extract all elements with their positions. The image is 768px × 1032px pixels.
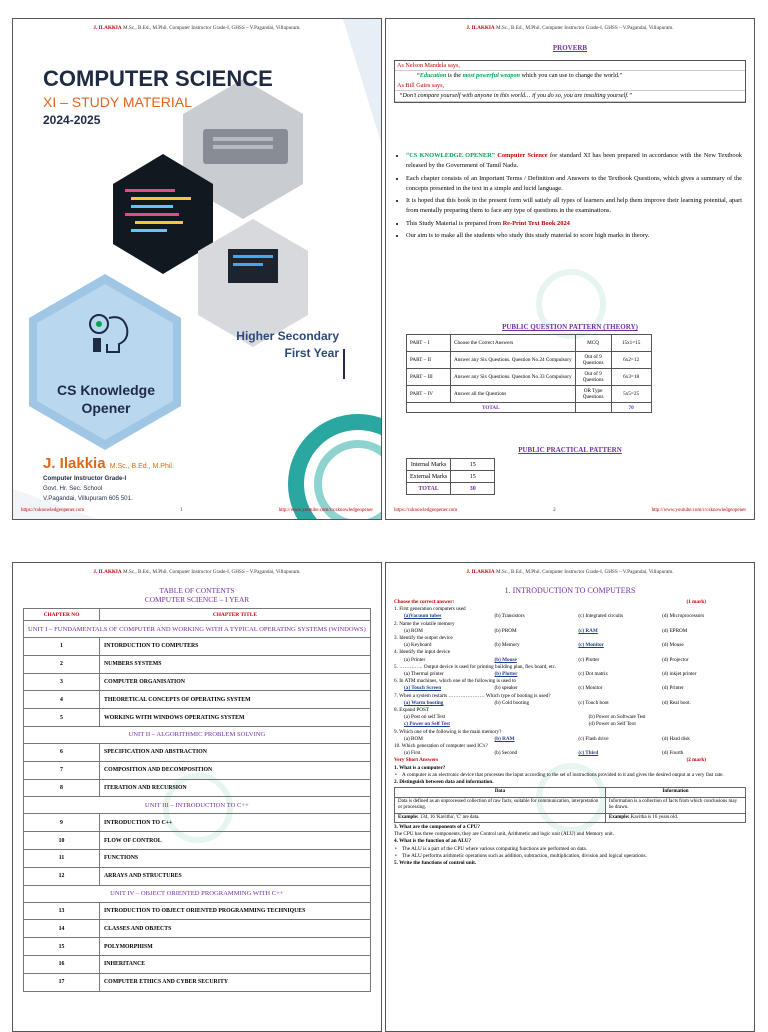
theory-table bbox=[406, 334, 652, 413]
bullet-5: • Our aim is to make all the students who study this study material to score high marks in theory. bbox=[406, 231, 742, 241]
page-footer bbox=[21, 508, 373, 513]
toc-chapter-title: SPECIFICATION AND ABSTRACTION bbox=[100, 743, 371, 761]
toc-chapter-no: 3 bbox=[24, 673, 100, 691]
theory-marks: 6x3=18 bbox=[611, 369, 651, 386]
cover-year: 2024-2025 bbox=[43, 113, 101, 127]
toc-unit-row bbox=[24, 726, 371, 743]
mcq-q8-options-2: c) Power on Self Test (d) Power on Self Text bbox=[404, 721, 636, 728]
mcq-option: (c) Touch boot bbox=[578, 699, 609, 706]
toc-col-no: CHAPTER NO bbox=[24, 609, 100, 621]
website-link[interactable]: https://csknowledgeopener.com bbox=[394, 508, 458, 513]
mcq-question: 6. In ATM machines, which one of the following is used to bbox=[394, 678, 517, 685]
toc-chapter-title: FLOW OF CONTROL bbox=[100, 832, 371, 850]
cover-title: COMPUTER SCIENCE bbox=[43, 66, 273, 91]
toc-chapter-row[interactable] bbox=[24, 743, 371, 761]
toc-chapter-no: 6 bbox=[24, 743, 100, 761]
theory-row bbox=[407, 352, 652, 369]
bullet-3: • It is hoped that this book in the present form will satisfy all types of learners and help them improve their learning potential, apart from mentally preparing them to face any type of questions in the examinations. bbox=[406, 196, 742, 217]
toc-chapter-row[interactable] bbox=[24, 709, 371, 727]
proverb-quote-1: “Education is the most powerful weapon which you can use to change the world.” bbox=[417, 72, 623, 79]
mcq-option: (d) EPROM bbox=[662, 627, 688, 634]
toc-chapter-row[interactable] bbox=[24, 955, 371, 973]
toc-chapter-no: 16 bbox=[24, 955, 100, 973]
toc-chapter-title: INHERITANCE bbox=[100, 955, 371, 973]
page-number: 2 bbox=[553, 508, 556, 513]
toc-chapter-row[interactable] bbox=[24, 867, 371, 885]
vsa-a4-2: • The ALU performs arithmetic operations such as addition, subtraction, multiplication, division and logical operations. bbox=[394, 853, 746, 860]
toc-unit-title: UNIT II – ALGORITHMIC PROBLEM SOLVING bbox=[24, 726, 371, 743]
mcq-question: 7. When a system restarts ………………… Which type of booting is used? bbox=[394, 692, 551, 699]
vsa-q2: 2. Distinguish between data and information. bbox=[394, 779, 494, 786]
mcq-question: 9. Which one of the following is the main memory? bbox=[394, 728, 502, 735]
toc-chapter-row[interactable] bbox=[24, 849, 371, 867]
vsa-q4: 4. What is the function of an ALU? bbox=[394, 838, 472, 845]
bullet-1: • “CS KNOWLEDGE OPENER” Computer Science for standard XI has been prepared in accordance with the New Textbook released by the Government of Tamil Nadu. bbox=[406, 151, 742, 172]
author-role: Computer Instructor Grade-I bbox=[43, 475, 127, 482]
toc-chapter-row[interactable] bbox=[24, 779, 371, 797]
youtube-link[interactable]: http://www.youtube.com/c/csknowledgeopener bbox=[278, 508, 373, 513]
theory-row bbox=[407, 369, 652, 386]
page-header: J. ILAKKIA M.Sc., B.Ed., M.Phil. Computer Instructor Grade-I, GHSS – V.Pagandai, Villupuram. bbox=[93, 25, 301, 31]
toc-title: TABLE OF CONTENTS COMPUTER SCIENCE – I YEAR bbox=[144, 586, 250, 604]
theory-type: Out of 9 Questions bbox=[575, 369, 611, 386]
practical-total: 30 bbox=[451, 483, 495, 495]
intro-bullets bbox=[406, 151, 742, 243]
author-name: J. Ilakkia M.Sc., B.Ed., M.Phil. bbox=[43, 455, 174, 472]
mcq-option: (a) ROM bbox=[404, 627, 423, 634]
mcq-option: (a) Printer bbox=[404, 656, 426, 663]
mcq-option: (a) First bbox=[404, 750, 421, 757]
mcq-answer: (b) Mouse bbox=[494, 656, 517, 663]
toc-unit-row bbox=[24, 797, 371, 814]
mcq-answer: (c) Monitor bbox=[578, 642, 604, 649]
chapter-content bbox=[394, 599, 746, 867]
theory-marks: 6x2=12 bbox=[611, 352, 651, 369]
toc-chapter-title: ITERATION AND RECURSION bbox=[100, 779, 371, 797]
toc-chapter-no: 7 bbox=[24, 761, 100, 779]
theory-desc: Choose the Correct Answers bbox=[451, 335, 576, 352]
toc-chapter-title: COMPUTER ORGANISATION bbox=[100, 673, 371, 691]
mcq-option: (d) Projector bbox=[662, 656, 689, 663]
theory-part: PART – II bbox=[407, 352, 451, 369]
practical-row bbox=[407, 459, 495, 471]
toc-chapter-title: NUMBERS SYSTEMS bbox=[100, 655, 371, 673]
toc-chapter-row[interactable] bbox=[24, 832, 371, 850]
bullet-2: • Each chapter consists of an Important Terms / Definition and Answers to the Textbook Questions, which gives a summary of the concepts presented in the text in a simple and lucid language. bbox=[406, 174, 742, 195]
toc-chapter-title: ARRAYS AND STRUCTURES bbox=[100, 867, 371, 885]
mcq-option: (b) Second bbox=[494, 750, 518, 757]
toc-chapter-row[interactable] bbox=[24, 638, 371, 656]
toc-chapter-no: 5 bbox=[24, 709, 100, 727]
toc-chapter-row[interactable] bbox=[24, 761, 371, 779]
proverb-author-1: As Nelson Mandela says, bbox=[395, 61, 745, 71]
vsa-a4-1: • The ALU is a part of the CPU where various computing functions are performed on data. bbox=[394, 846, 746, 853]
mcq-question: 2. Name the volatile memory bbox=[394, 620, 455, 627]
cover-page bbox=[12, 18, 382, 520]
cover-subtitle: XI – STUDY MATERIAL bbox=[43, 94, 192, 110]
chapter-title: 1. INTRODUCTION TO COMPUTERS bbox=[504, 586, 636, 595]
mcq-options bbox=[394, 700, 746, 707]
toc-chapter-title: COMPOSITION AND DECOMPOSITION bbox=[100, 761, 371, 779]
vsa-q3: 3. What are the components of a CPU? bbox=[394, 823, 480, 830]
mcq-answer: (c) RAM bbox=[578, 627, 598, 634]
practical-label: External Marks bbox=[407, 471, 451, 483]
toc-chapter-title: INTRODUCTION TO OBJECT ORIENTED PROGRAMMING TECHNIQUES bbox=[100, 902, 371, 920]
vsa-a1: • A computer is an electronic device that processes the input according to the set of instructions provided to it and gives the desired output at a very fast rate. bbox=[394, 772, 746, 779]
proverb-author-2: As Bill Gates says, bbox=[395, 81, 745, 91]
proverb-box bbox=[394, 60, 746, 103]
mcq-option: (d) Mouse bbox=[662, 642, 684, 649]
website-link[interactable]: https://csknowledgeopener.com bbox=[21, 508, 85, 513]
toc-chapter-no: 17 bbox=[24, 973, 100, 991]
cover-higher-secondary: Higher Secondary bbox=[236, 329, 339, 343]
toc-chapter-no: 8 bbox=[24, 779, 100, 797]
toc-unit-title: UNIT IV – OBJECT ORIENTED PROGRAMMING WITH C++ bbox=[24, 885, 371, 902]
mcq-options bbox=[394, 657, 746, 664]
toc-chapter-row[interactable] bbox=[24, 814, 371, 832]
toc-chapter-title: CLASSES AND OBJECTS bbox=[100, 920, 371, 938]
mcq-option: (d) Microprocessors bbox=[662, 613, 705, 620]
toc-chapter-no: 10 bbox=[24, 832, 100, 850]
mcq-option: (c) Dot matrix bbox=[578, 671, 609, 678]
toc-chapter-title: FUNCTIONS bbox=[100, 849, 371, 867]
mcq-option: (d) Fourth bbox=[662, 750, 684, 757]
theory-total-label: TOTAL bbox=[407, 403, 576, 413]
toc-chapter-title: INTRODUCTION TO C++ bbox=[100, 814, 371, 832]
page-header: J. ILAKKIA M.Sc., B.Ed., M.Phil. Computer Instructor Grade-I, GHSS – V.Pagandai, Villupuram. bbox=[93, 569, 301, 575]
theory-type: Out of 9 Questions bbox=[575, 352, 611, 369]
toc-chapter-no: 2 bbox=[24, 655, 100, 673]
theory-row bbox=[407, 335, 652, 352]
mcq-question: 3. Identify the output device bbox=[394, 635, 453, 642]
mcq-question: 10. Which generation of computer used IC's? bbox=[394, 743, 488, 750]
toc-chapter-no: 1 bbox=[24, 638, 100, 656]
mcq-question: 4. Identify the input device bbox=[394, 649, 451, 656]
mcq-answer: (b) Plotter bbox=[494, 671, 518, 678]
theory-part: PART – IV bbox=[407, 386, 451, 403]
toc-col-title: CHAPTER TITLE bbox=[100, 609, 371, 621]
mcq-question: 1. First generation computers used bbox=[394, 606, 466, 613]
theory-part: PART – III bbox=[407, 369, 451, 386]
mcq-option: (c) Integrated circuits bbox=[578, 613, 623, 620]
vsa-q1: 1. What is a computer? bbox=[394, 764, 446, 771]
toc-chapter-title: WORKING WITH WINDOWS OPERATING SYSTEM bbox=[100, 709, 371, 727]
practical-row bbox=[407, 471, 495, 483]
mcq-options bbox=[394, 628, 746, 635]
mcq-options bbox=[394, 736, 746, 743]
proverb-quote-2: “Don't compare yourself with anyone in this world… if you do so, you are insulting yourself.” bbox=[395, 91, 745, 102]
mcq-option: (d) Hard disk bbox=[662, 735, 690, 742]
proverb-heading: PROVERB bbox=[552, 44, 588, 52]
mcq-answer: (a) Warm booting bbox=[404, 699, 444, 706]
toc-page bbox=[12, 562, 382, 1032]
toc-unit-row bbox=[24, 621, 371, 638]
page-number: 1 bbox=[180, 508, 183, 513]
page-header: J. ILAKKIA M.Sc., B.Ed., M.Phil. Computer Instructor Grade-I, GHSS – V.Pagandai, Villupuram. bbox=[466, 25, 674, 31]
mcq-option: (d) Printer bbox=[662, 685, 684, 692]
logo-text: CS Knowledge Opener bbox=[56, 382, 155, 416]
toc-unit-row bbox=[24, 885, 371, 902]
toc-chapter-no: 9 bbox=[24, 814, 100, 832]
mcq-option: (b) speaker bbox=[494, 685, 518, 692]
author-place: V.Pagandai, Villupuram 605 501. bbox=[43, 495, 133, 502]
mcq-q8: 8. Expand POST bbox=[394, 707, 430, 714]
practical-total-label: TOTAL bbox=[407, 483, 451, 495]
theory-type: OR Type Questions bbox=[575, 386, 611, 403]
toc-chapter-no: 12 bbox=[24, 867, 100, 885]
toc-unit-title: UNIT I – FUNDAMENTALS OF COMPUTER AND WORKING WITH A TYPICAL OPERATING SYSTEMS (WINDOWS) bbox=[24, 621, 371, 638]
practical-table bbox=[406, 458, 495, 495]
toc-chapter-title: THEORETICAL CONCEPTS OF OPERATING SYSTEM bbox=[100, 691, 371, 709]
mcq-options bbox=[394, 685, 746, 692]
bullet-4: • This Study Material is prepared from Re-Print Text Book 2024 bbox=[406, 219, 742, 229]
mcq-option: (c) Plotter bbox=[578, 656, 600, 663]
toc-chapter-no: 4 bbox=[24, 691, 100, 709]
theory-desc: Answer any Six Questions. Question No.33 Compulsory bbox=[451, 369, 576, 386]
mcq-q8-options-1: (a) Post on self Test (b) Power on Software Test bbox=[404, 714, 646, 721]
mcq-option: (a) Keyboard bbox=[404, 642, 432, 649]
toc-chapter-title: COMPUTER ETHICS AND CYBER SECURITY bbox=[100, 973, 371, 991]
theory-marks: 15x1=15 bbox=[611, 335, 651, 352]
page-header: J. ILAKKIA M.Sc., B.Ed., M.Phil. Computer Instructor Grade-I, GHSS – V.Pagandai, Villupuram. bbox=[466, 569, 674, 575]
page-footer bbox=[394, 508, 746, 513]
mcq-option: (d) inkjet printer bbox=[662, 671, 697, 678]
mcq-option: (a) ROM bbox=[404, 735, 423, 742]
mcq-option: (b) Transistors bbox=[494, 613, 525, 620]
toc-unit-title: UNIT III – INTRODUCTION TO C++ bbox=[24, 797, 371, 814]
toc-chapter-row[interactable] bbox=[24, 920, 371, 938]
author-school: Govt. Hr. Sec. School bbox=[43, 485, 103, 492]
theory-marks: 5x5=25 bbox=[611, 386, 651, 403]
theory-desc: Answer all the Questions bbox=[451, 386, 576, 403]
practical-label: Internal Marks bbox=[407, 459, 451, 471]
toc-chapter-no: 15 bbox=[24, 938, 100, 956]
mcq-option: (b) PROM bbox=[494, 627, 517, 634]
data-info-table: Data Information Data is defined as an unprocessed collection of raw facts, suitable for communication, interpretation or processing. Information is a collection of facts from which conclusions may be drawn. Example: 134, 16 'Kavitha', 'C' are data. Example: Kavitha is 16 years old. bbox=[394, 787, 746, 823]
mcq-question: 5. ………….. Output device is used for printing building plan, flex board, etc. bbox=[394, 663, 557, 670]
theory-desc: Answer any Six Questions. Question No.24 Compulsory bbox=[451, 352, 576, 369]
theory-part: PART – I bbox=[407, 335, 451, 352]
theory-type: MCQ bbox=[575, 335, 611, 352]
toc-chapter-row[interactable] bbox=[24, 691, 371, 709]
cover-first-year: First Year bbox=[284, 346, 339, 360]
mcq-option: (b) Memory bbox=[494, 642, 520, 649]
youtube-link[interactable]: http://www.youtube.com/c/csknowledgeopener bbox=[651, 508, 746, 513]
mcq-option: (b) Cold booting bbox=[494, 699, 530, 706]
mcq-option: (c) Monitor bbox=[578, 685, 603, 692]
mcq-option: (c) Flash drive bbox=[578, 735, 609, 742]
vsa-q5: 5. Write the functions of control unit. bbox=[394, 859, 477, 866]
chapter-page bbox=[385, 562, 755, 1032]
mcq-answer: (b) RAM bbox=[494, 735, 515, 742]
mcq-option: (d) Real boot. bbox=[662, 699, 691, 706]
intro-page bbox=[385, 18, 755, 520]
toc-chapter-row[interactable] bbox=[24, 902, 371, 920]
toc-chapter-no: 14 bbox=[24, 920, 100, 938]
toc-chapter-no: 11 bbox=[24, 849, 100, 867]
toc-chapter-row[interactable] bbox=[24, 655, 371, 673]
vsa-label-row: Very Short Answers (2 mark) bbox=[394, 757, 706, 764]
practical-value: 15 bbox=[451, 471, 495, 483]
toc-table bbox=[23, 608, 371, 992]
toc-chapter-row[interactable] bbox=[24, 938, 371, 956]
toc-chapter-row[interactable] bbox=[24, 673, 371, 691]
toc-chapter-no: 13 bbox=[24, 902, 100, 920]
toc-chapter-title: POLYMORPHISM bbox=[100, 938, 371, 956]
theory-heading: PUBLIC QUESTION PATTERN (THEORY) bbox=[502, 323, 638, 331]
mcq-option: (a) Thermal printer bbox=[404, 671, 444, 678]
practical-heading: PUBLIC PRACTICAL PATTERN bbox=[518, 446, 622, 454]
practical-value: 15 bbox=[451, 459, 495, 471]
mcq-answer: (c) Third bbox=[578, 750, 599, 757]
toc-chapter-row[interactable] bbox=[24, 973, 371, 991]
mcq-label-row: Choose the correct answer: (1 mark) bbox=[394, 599, 706, 605]
vsa-a3: The CPU has three components, they are Control unit, Arithmetic and logic unit (ALU) and Memory unit. bbox=[394, 831, 614, 838]
mcq-options bbox=[394, 613, 746, 620]
mcq-answer: (a) Touch Screen bbox=[404, 685, 442, 692]
mcq-answer: (a)Vacuum tubes bbox=[404, 613, 442, 620]
theory-total: 70 bbox=[611, 403, 651, 413]
toc-chapter-title: INTORDUCTION TO COMPUTERS bbox=[100, 638, 371, 656]
theory-row bbox=[407, 386, 652, 403]
